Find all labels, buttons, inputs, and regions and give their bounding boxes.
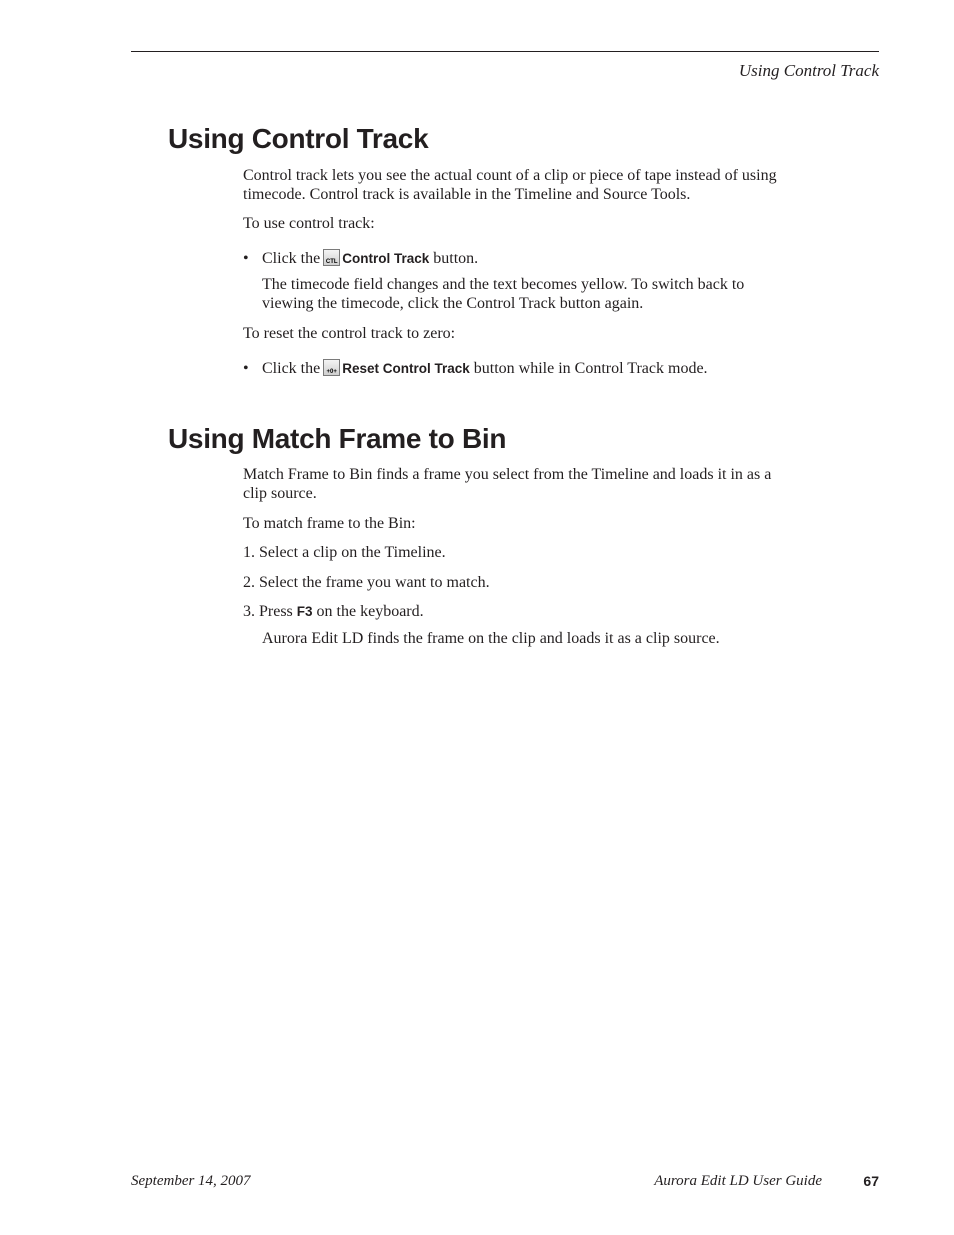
paragraph-result-line1: The timecode field changes and the text becomes yellow. To switch back to — [262, 276, 745, 293]
step-3 — [243, 602, 424, 621]
paragraph-match-intro-line1: Match Frame to Bin finds a frame you select from the Timeline and loads it in as a — [243, 466, 772, 483]
step-1: 1. Select a clip on the Timeline. — [243, 544, 446, 561]
section-heading-match-frame: Using Match Frame to Bin — [168, 423, 507, 454]
bullet-suffix: button while in Control Track mode. — [473, 360, 708, 377]
bullet-marker: • — [243, 250, 249, 267]
paragraph-intro-line1: Control track lets you see the actual count of a clip or piece of tape instead of using — [243, 167, 777, 184]
paragraph-to-use: To use control track: — [243, 215, 375, 232]
bullet-prefix: Click the — [262, 250, 321, 267]
page-number: 67 — [863, 1173, 879, 1189]
step-2: 2. Select the frame you want to match. — [243, 574, 490, 591]
list-item-click-control-track — [262, 249, 478, 268]
paragraph-match-result: Aurora Edit LD finds the frame on the clip and loads it as a clip source. — [262, 630, 720, 647]
paragraph-result-line2: viewing the timecode, click the Control Track button again. — [262, 295, 644, 312]
paragraph-to-match: To match frame to the Bin: — [243, 515, 416, 532]
bullet-prefix: Click the — [262, 360, 321, 377]
reset-control-track-label: Reset Control Track — [342, 361, 470, 376]
header-rule — [131, 51, 879, 52]
step-3-prefix: 3. Press — [243, 603, 293, 620]
bullet-suffix: button. — [433, 250, 479, 267]
reset-control-track-icon: +0+ — [323, 359, 340, 376]
paragraph-intro-line2: timecode. Control track is available in the Timeline and Source Tools. — [243, 186, 691, 203]
section-heading-control-track: Using Control Track — [168, 123, 429, 154]
f3-key-label: F3 — [296, 604, 313, 619]
control-track-label: Control Track — [342, 251, 430, 266]
paragraph-match-intro-line2: clip source. — [243, 485, 317, 502]
step-3-suffix: on the keyboard. — [316, 603, 424, 620]
footer-date: September 14, 2007 — [131, 1173, 251, 1189]
control-track-icon: CTL — [323, 249, 340, 266]
footer-guide-title: Aurora Edit LD User Guide — [654, 1173, 822, 1189]
bullet-marker: • — [243, 360, 249, 377]
list-item-click-reset-control-track — [262, 359, 708, 378]
running-header: Using Control Track — [738, 61, 879, 80]
paragraph-to-reset: To reset the control track to zero: — [243, 325, 456, 342]
